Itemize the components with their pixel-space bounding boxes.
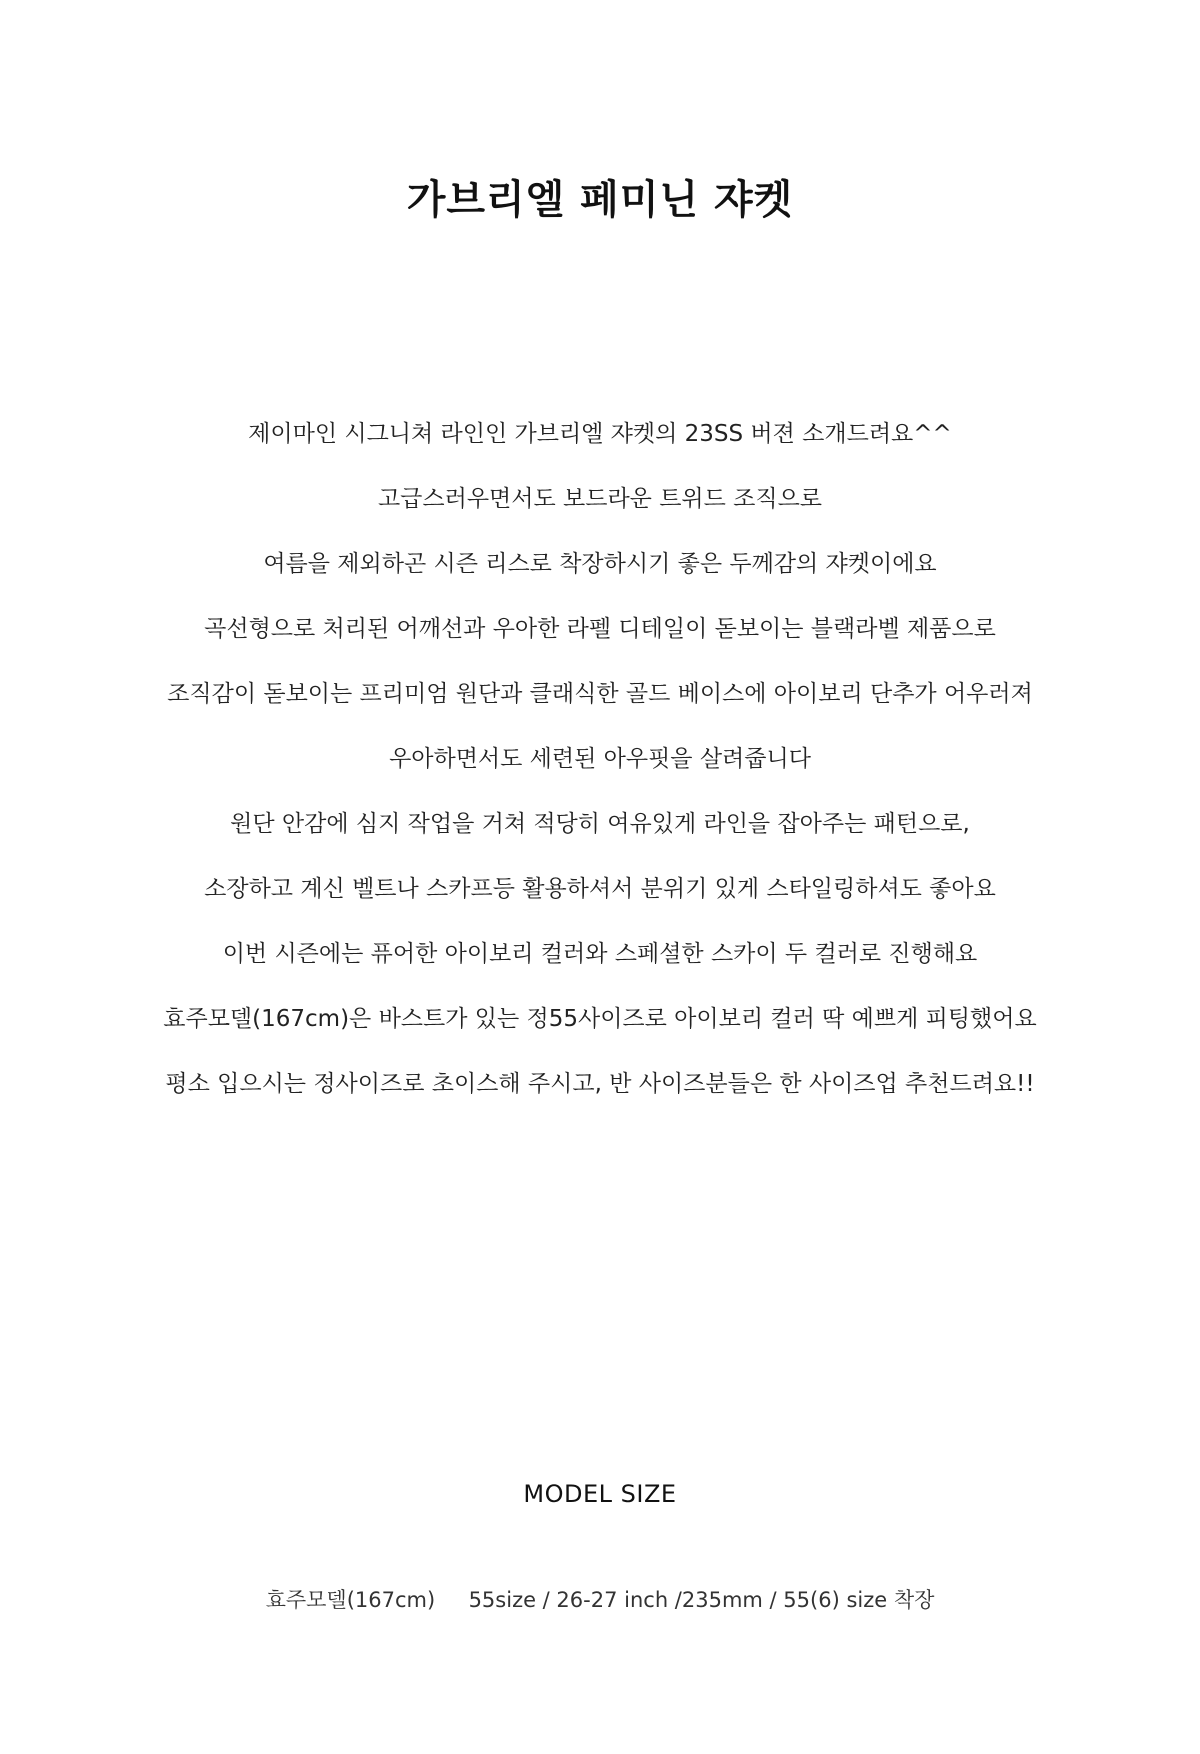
- model-size-info: 효주모델(167cm) 55size / 26-27 inch /235mm / 55(6) size 착장: [265, 1588, 935, 1612]
- description-line: 소장하고 계신 벨트나 스카프등 활용하셔서 분위기 있게 스타일링하셔도 좋아요: [204, 876, 996, 902]
- description-line: 원단 안감에 심지 작업을 거쳐 적당히 여유있게 라인을 잡아주는 패턴으로,: [230, 811, 970, 837]
- description-line: 고급스러우면서도 보드라운 트위드 조직으로: [377, 486, 823, 512]
- description-line: 곡선형으로 처리된 어깨선과 우아한 라펠 디테일이 돋보이는 블랙라벨 제품으로: [204, 616, 996, 642]
- description-line: 우아하면서도 세련된 아우핏을 살려줍니다: [389, 746, 811, 772]
- product-description: [0, 402, 1200, 1117]
- description-line: 이번 시즌에는 퓨어한 아이보리 컬러와 스페셜한 스카이 두 컬러로 진행해요: [222, 941, 978, 967]
- description-line: 여름을 제외하곤 시즌 리스로 착장하시기 좋은 두께감의 쟈켓이에요: [263, 551, 937, 577]
- description-line: 평소 입으시는 정사이즈로 초이스해 주시고, 반 사이즈분들은 한 사이즈업 추천드려요!!: [165, 1071, 1035, 1097]
- description-line: 조직감이 돋보이는 프리미엄 원단과 클래식한 골드 베이스에 아이보리 단추가 어우러져: [167, 681, 1033, 707]
- description-line: 효주모델(167cm)은 바스트가 있는 정55사이즈로 아이보리 컬러 딱 예쁘게 피팅했어요: [163, 1006, 1037, 1032]
- model-size-heading: MODEL SIZE: [523, 1480, 677, 1508]
- description-line: 제이마인 시그니쳐 라인인 가브리엘 쟈켓의 23SS 버젼 소개드려요^^: [248, 421, 952, 447]
- page-title: 가브리엘 페미닌 쟈켓: [406, 177, 794, 223]
